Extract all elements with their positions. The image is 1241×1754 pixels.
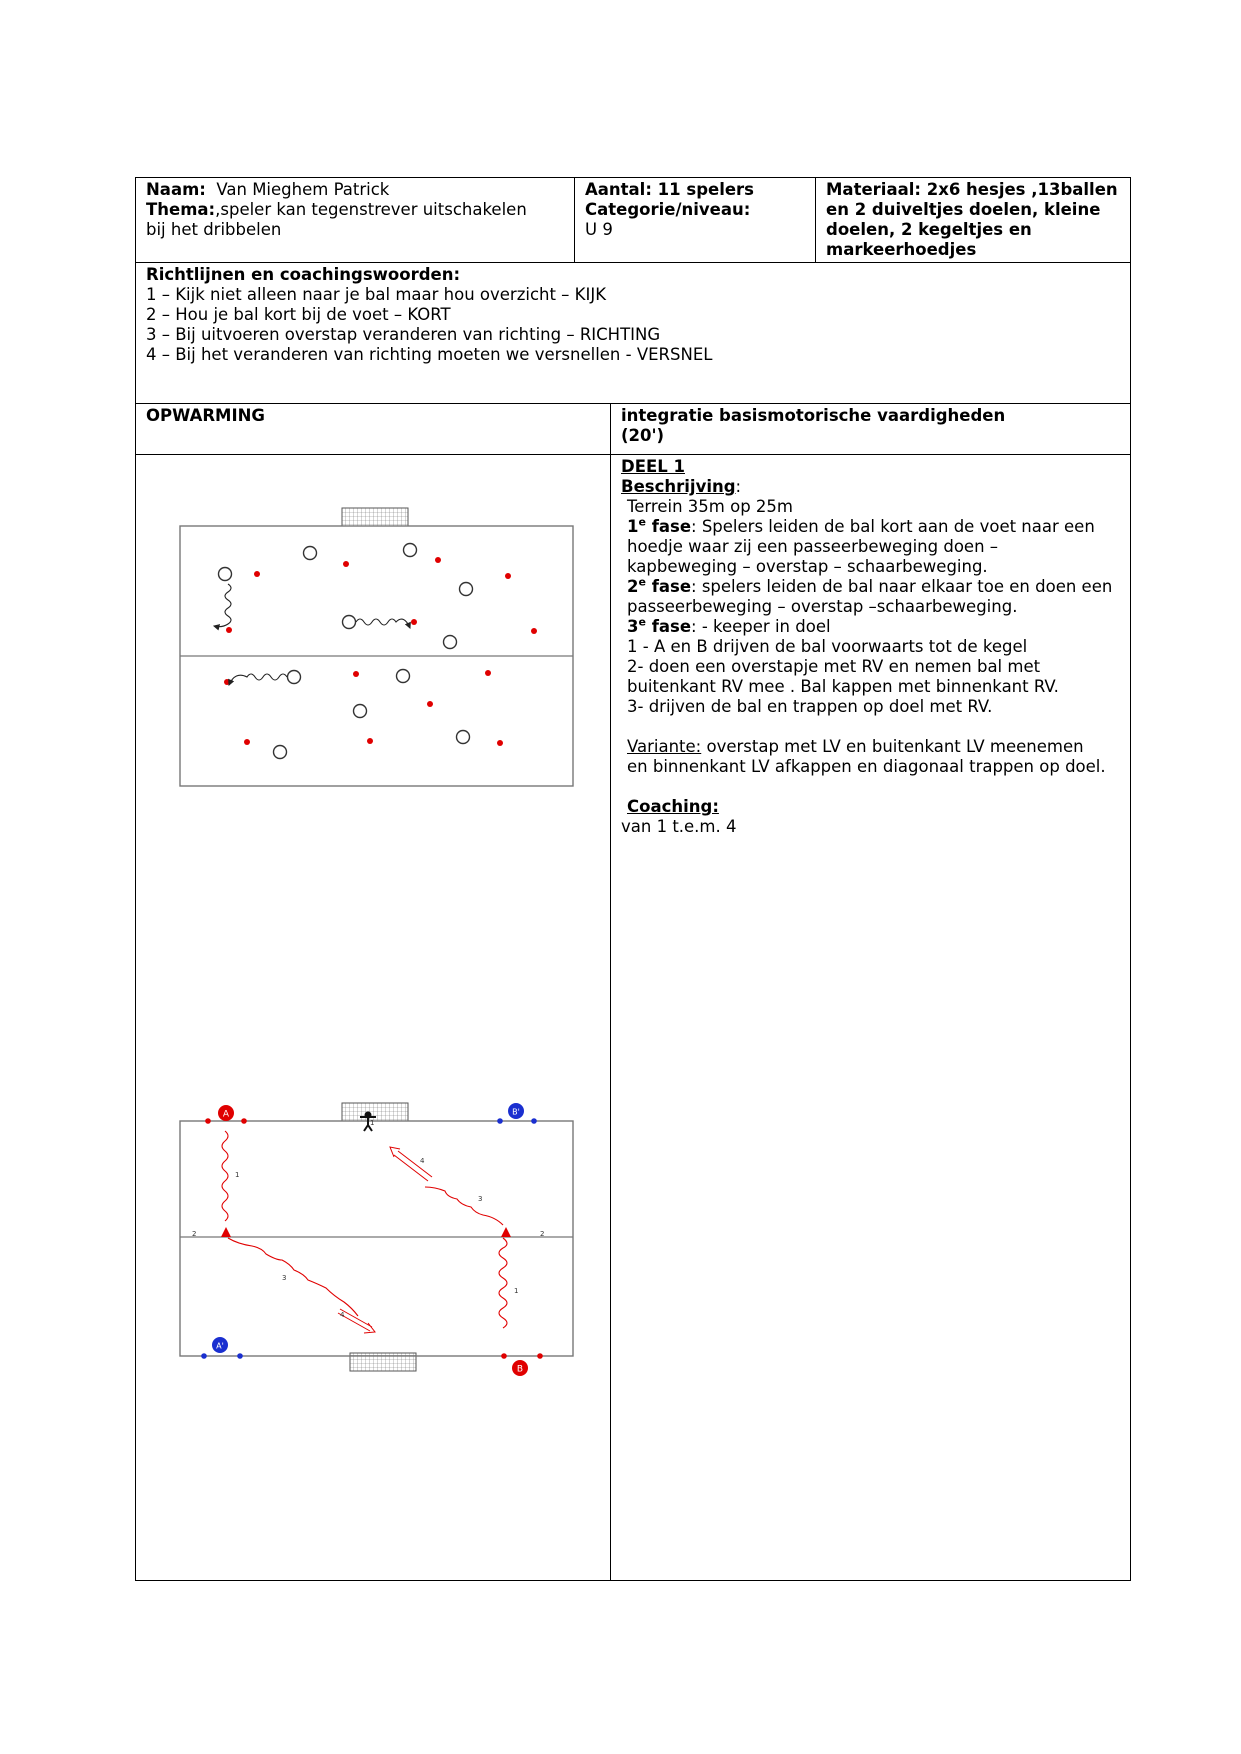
fase-list: 1e fase: Spelers leiden de bal kort aan de voet naar een hoedje waar zij een passeerbeweging doen – kapbeweging – overstap – schaarbeweging. 2e fase: spelers leiden de bal naar elkaar toe en doen een passeerbeweging – overstap –schaarbeweging. 3e fase: - keeper in doel 1 - A en B drijven de bal voorwaarts tot de kegel 2- doen een overstapje met RV en nemen bal met buitenkant RV mee . Bal kappen met binnenkant RV. 3- drijven de bal en trappen op doel met RV. Variante: overstap met LV en buitenkant LV meenemen en binnenkant LV afkappen en diagonaal trappen op doel. Coaching: [621,517,1120,817]
materiaal-line: doelen, 2 kegeltjes en [826,220,1032,239]
step-numbers [192,1119,544,1319]
balls [224,557,537,746]
naam-thema-cell [136,178,575,263]
svg-text:1: 1 [514,1287,519,1295]
svg-text:B: B [516,1364,524,1375]
svg-text:4: 4 [420,1157,425,1165]
balls [205,1118,543,1359]
player-a2 [212,1337,228,1353]
materiaal-line: Materiaal: 2x6 hesjes ,13ballen [826,180,1118,199]
section-title: integratie basismotorische vaardigheden (20') [611,404,1131,455]
materiaal-line: en 2 duiveltjes doelen, kleine [826,200,1101,219]
svg-text:4: 4 [340,1311,345,1319]
goal-top [342,1103,408,1121]
coaching-label: Coaching: [627,797,719,816]
materiaal-line: markeerhoedjes [826,240,977,259]
shot-arrows [338,1147,432,1333]
richtlijn-item: 2 – Hou je bal kort bij de voet – KORT [146,305,451,324]
svg-text:A: A [222,1109,230,1120]
beschrijving-label: Beschrijving [621,477,736,496]
svg-text:1: 1 [370,1119,375,1127]
dribble-paths [214,584,410,685]
richtlijn-item: 4 – Bij het veranderen van richting moeten we versnellen - VERSNEL [146,345,713,364]
thema-value: ,speler kan tegenstrever uitschakelen [215,200,527,219]
svg-text:B': B' [512,1107,520,1117]
cone-markers [221,1227,511,1237]
svg-text:2: 2 [192,1230,197,1238]
terrein-text: Terrein 35m op 25m [627,497,793,516]
field-diagram-2 [170,1095,580,1395]
coaching-text: van 1 t.e.m. 4 [621,817,737,836]
svg-text:3: 3 [282,1274,287,1282]
materiaal-cell [816,178,1131,263]
thema-value-2: bij het dribbelen [146,220,282,239]
player-b [512,1360,528,1376]
aantal: Aantal: 11 spelers [585,180,755,199]
field-outline [180,1121,573,1356]
dribble-paths [222,1131,507,1328]
categorie-label: Categorie/niveau: [585,200,751,219]
player-b2 [508,1103,524,1119]
opwarming-title: OPWARMING [136,404,611,455]
richtlijn-item: 3 – Bij uitvoeren overstap veranderen van richting – RICHTING [146,325,661,344]
player-a [218,1105,234,1121]
svg-text:1: 1 [235,1171,240,1179]
deel-title: DEEL 1 [621,457,685,476]
variante-label: Variante: [627,737,702,756]
blue-markers [201,1118,537,1359]
aantal-cell [575,178,816,263]
goal [342,508,408,526]
description-cell: DEEL 1 Beschrijving: Terrein 35m op 25m 1e fase: Spelers leiden de bal kort aan de voet naar een hoedje waar zij een passeerbeweging doen – kapbeweging – overstap – schaarbeweging. 2e fase: spelers leiden de bal naar elkaar toe en doen een passeerbeweging – overstap –schaarbeweging. 3e fase: - keeper in doel 1 - A en B drijven de bal voorwaarts tot de kegel 2- doen een overstapje met RV en nemen bal met buitenkant RV mee . Bal kappen met binnenkant RV. 3- drijven de bal en trappen op doel met RV. Variante: overstap met LV en buitenkant LV meenemen en binnenkant LV afkappen en diagonaal trappen op doel. Coaching: van 1 t.e.m. 4 [611,455,1131,1581]
svg-text:3: 3 [478,1195,483,1203]
richtlijnen-cell [136,263,1131,404]
svg-text:2: 2 [540,1230,545,1238]
field-diagram-1 [170,500,580,800]
richtlijn-item: 1 – Kijk niet alleen naar je bal maar hou overzicht – KIJK [146,285,607,304]
svg-text:A': A' [216,1341,224,1351]
thema-label: Thema: [146,200,216,219]
naam-value: Van Mieghem Patrick [216,180,390,199]
richtlijnen-title: Richtlijnen en coachingswoorden: [146,265,461,284]
naam-label: Naam: [146,180,206,199]
categorie-value: U 9 [585,220,613,239]
